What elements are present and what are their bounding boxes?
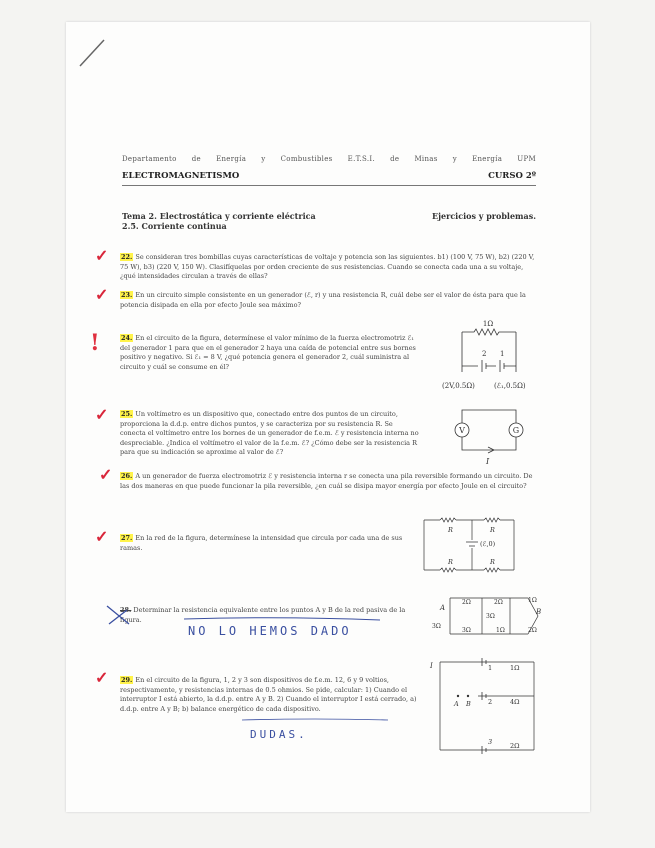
check-mark-icon: ✓ xyxy=(95,285,109,304)
problem-text: En el circuito de la figura, 1, 2 y 3 son dispositivos de f.e.m. 12, 6 y 9 voltios, respectivamente, y resistencias internas de 0.5 ohmios. Se pide, calcular: 1) Cuando el interruptor I está abierto, la d.d.p. entre A y B. 2) Cuando el interruptor I está cerrado, a) d.d.p. entre A y B; b) balance energético de cada dispositivo. xyxy=(120,676,417,713)
node-dot xyxy=(457,695,459,697)
fig-label: R xyxy=(490,526,495,534)
handwritten-underline xyxy=(240,717,390,723)
fig-label: I xyxy=(486,457,490,466)
problem-text: En la red de la figura, determínese la intensidad que circula por cada una de sus ramas. xyxy=(120,534,403,552)
dept-word: Combustibles xyxy=(280,155,333,163)
problem-text: Se consideran tres bombillas cuyas características de voltaje y potencia son las siguientes. b1) (100 V, 75 W), b2) (220 V, 75 W), b3) (220 V, 150 W). Clasifíquelas por orden creciente de sus resistencias. Cuando se conecta cada una a su voltaje, ¿qué intensidades circulan a través de ellas? xyxy=(120,253,535,281)
fig-label: 3Ω xyxy=(486,613,495,620)
check-mark-icon: ✓ xyxy=(99,465,113,484)
check-mark-icon: ✓ xyxy=(95,405,109,424)
problem-number: 26. xyxy=(121,472,133,480)
strike-mark-28 xyxy=(105,604,131,626)
subject-title: ELECTROMAGNETISMO xyxy=(122,171,240,181)
topic-title: Tema 2. Electrostática y corriente eléctrica xyxy=(122,211,316,221)
fig-label: 2Ω xyxy=(494,599,503,606)
fig-label: 2Ω xyxy=(462,599,471,606)
problem-text: En un circuito simple consistente en un generador (ℰ, r) y una resistencia R, cuál debe ser el valor de ésta para que la potencia disipada en ella por efecto Joule sea máximo? xyxy=(120,291,526,309)
fig-label: 3 xyxy=(488,738,493,746)
handwritten-note-29: DUDAS. xyxy=(250,728,308,741)
fig-label: (2V,0.5Ω) xyxy=(442,382,475,390)
fig-label: R xyxy=(490,558,495,566)
fig-label: 4Ω xyxy=(510,698,520,706)
problem-number: 22. xyxy=(121,253,133,261)
fig-label: 2 xyxy=(482,350,487,358)
check-mark-icon: ✓ xyxy=(95,246,109,265)
fig-label: R xyxy=(448,526,453,534)
fig-label: 2Ω xyxy=(510,742,520,750)
fig-label: (ℰ₁,0.5Ω) xyxy=(494,382,526,390)
fig-label: B xyxy=(466,700,471,708)
dept-word: Energía xyxy=(216,155,247,163)
circuit-figure-29 xyxy=(428,656,540,756)
fig-label: 2 xyxy=(488,698,493,706)
check-mark-icon: ✓ xyxy=(95,668,109,687)
exclamation-mark-icon: ! xyxy=(90,330,100,356)
fig-label: 1 xyxy=(488,664,493,672)
problem-25 xyxy=(120,410,420,458)
dept-word: de xyxy=(390,155,400,163)
problem-23 xyxy=(120,291,538,310)
handwritten-note-28: NO LO HEMOS DADO xyxy=(188,624,352,638)
circuit-wire xyxy=(462,410,516,450)
problem-text: En el circuito de la figura, determínese el valor mínimo de la fuerza electromotriz ℰ₁ del generador 1 para que en el generador 2 haya una caída de potencial entre sus bornes positivo y negativo. Si ℰ₁ = 8 V, ¿qué potencia genera el generador 2, cuál suministra al circuito y cuál se consume en él? xyxy=(120,334,416,371)
course-label: CURSO 2º xyxy=(488,171,536,181)
fig-label: A xyxy=(454,700,459,708)
topic-row xyxy=(122,211,536,221)
dept-word: Minas xyxy=(414,155,438,163)
fig-label: B xyxy=(536,608,542,616)
circuit-figure-27 xyxy=(420,514,518,578)
fig-label: 3Ω xyxy=(462,627,471,634)
course-row xyxy=(122,171,536,181)
dept-word: y xyxy=(261,155,266,163)
fig-label: 1Ω xyxy=(510,664,520,672)
circuit-figure-28 xyxy=(428,588,544,640)
fig-label: 2Ω xyxy=(528,627,537,634)
node-dot xyxy=(467,695,469,697)
battery-symbols xyxy=(462,360,516,372)
problem-text: A un generador de fuerza electromotriz ℰ y resistencia interna r se conecta una pila reversible formando un circuito. De las dos maneras en que puede funcionar la pila reversible, ¿en cuál se disipa mayor energía por efecto Joule en el circuito? xyxy=(120,472,533,490)
fig-label: 3Ω xyxy=(432,623,441,630)
dept-word: Departamento xyxy=(122,155,177,163)
battery-gap xyxy=(466,540,478,548)
fig-label: I xyxy=(430,662,433,670)
circuit-figure-25 xyxy=(450,404,530,468)
fig-label: 1Ω xyxy=(496,627,505,634)
dept-word: de xyxy=(191,155,201,163)
dept-word: UPM xyxy=(517,155,536,163)
problem-24 xyxy=(120,334,420,372)
problem-text: Un voltímetro es un dispositivo que, conectado entre dos puntos de un circuito, proporciona la d.d.p. entre dichos puntos, y se caracteriza por su resistencia R. Se conecta el voltímetro entre los bornes de un generador de f.e.m. ℰ y resistencia interna no despreciable. ¿Indica el voltímetro el valor de la f.e.m. ℰ? ¿Cómo debe ser la resistencia R para que su indicación se aproxime al valor de ℰ? xyxy=(120,410,419,457)
problem-number: 24. xyxy=(121,334,133,342)
topic-right: Ejercicios y problemas. xyxy=(432,211,536,221)
battery-symbols xyxy=(482,658,486,754)
fig-label: A xyxy=(440,604,446,612)
problem-number: 29. xyxy=(121,676,133,684)
fig-label: G xyxy=(512,426,520,435)
problem-29 xyxy=(120,676,420,714)
problem-text: Determinar la resistencia equivalente entre los puntos A y B de la red pasiva de la figura. xyxy=(120,606,406,624)
problem-number: 28. xyxy=(120,606,132,614)
section-title: 2.5. Corriente continua xyxy=(122,221,227,231)
dept-word: E.T.S.I. xyxy=(347,155,376,163)
handwritten-underline xyxy=(182,616,382,622)
department-line xyxy=(122,155,536,163)
problem-number: 25. xyxy=(121,410,133,418)
problem-22 xyxy=(120,253,538,282)
fig-label: 1Ω xyxy=(482,320,494,328)
fig-label: V xyxy=(459,426,465,435)
dept-word: Energía xyxy=(472,155,503,163)
problem-26 xyxy=(120,472,538,491)
problem-27 xyxy=(120,534,412,553)
problem-number: 23. xyxy=(121,291,133,299)
resistor-zigzag xyxy=(462,329,516,335)
fig-label: R xyxy=(448,558,453,566)
fig-label: 1Ω xyxy=(528,597,537,604)
dept-word: y xyxy=(452,155,457,163)
header-rule xyxy=(122,185,536,186)
problem-number: 27. xyxy=(121,534,133,542)
fig-label: (ℰ,0) xyxy=(480,540,496,548)
pen-stroke-mark xyxy=(78,38,106,68)
circuit-figure-24 xyxy=(438,316,538,394)
check-mark-icon: ✓ xyxy=(95,527,109,546)
fig-label: 1 xyxy=(500,350,505,358)
